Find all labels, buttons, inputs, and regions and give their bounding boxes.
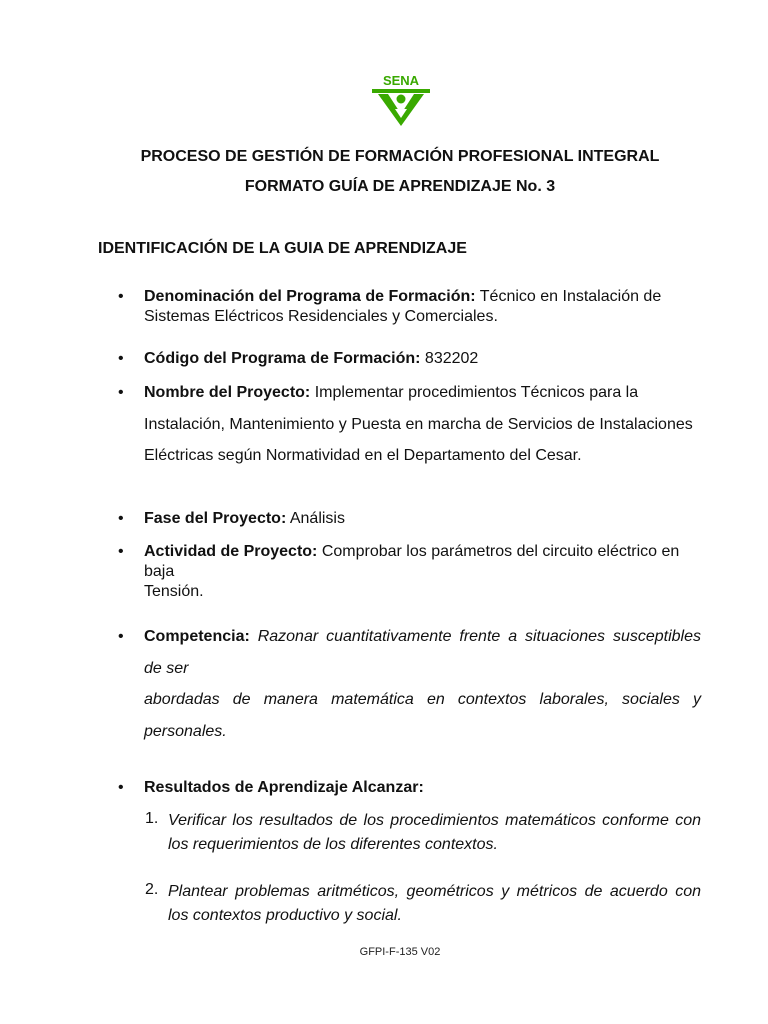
- bullet-icon: •: [118, 384, 124, 401]
- actividad-label: Actividad de Proyecto:: [144, 543, 318, 560]
- fase-label: Fase del Proyecto:: [144, 510, 287, 527]
- codigo-label: Código del Programa de Formación:: [144, 350, 421, 367]
- programa-value: Técnico en Instalación de Sistemas Eléctricos Residenciales y Comerciales.: [144, 288, 662, 325]
- actividad-value-line1: Comprobar los parámetros del circuito eléctrico en baja: [144, 543, 680, 580]
- bullet-icon: •: [118, 628, 124, 645]
- resultado-item-1: [98, 809, 701, 857]
- proyecto-label: Nombre del Proyecto:: [144, 384, 311, 401]
- document-subtitle: FORMATO GUÍA DE APRENDIZAJE No. 3: [244, 178, 556, 195]
- list-item-competencia: [98, 621, 701, 747]
- competencia-value-line1: Razonar cuantitativamente frente a situaciones susceptibles de ser: [144, 628, 701, 677]
- bullet-icon: •: [118, 288, 124, 305]
- fase-value: Análisis: [286, 510, 345, 527]
- list-item-proyecto: [98, 377, 701, 472]
- bullet-icon: •: [118, 779, 124, 796]
- programa-label: Denominación del Programa de Formación:: [144, 288, 476, 305]
- section-title: IDENTIFICACIÓN DE LA GUIA DE APRENDIZAJE: [98, 240, 467, 257]
- resultado-text: Plantear problemas aritméticos, geométricos y métricos de acuerdo con los contextos productivo y social.: [168, 883, 701, 924]
- logo-text: SENA: [382, 73, 420, 88]
- actividad-value-line2: Tensión.: [144, 583, 204, 600]
- resultado-item-2: [98, 880, 701, 928]
- footer-code: GFPI-F-135 V02: [359, 946, 441, 958]
- codigo-value: 832202: [420, 350, 479, 367]
- resultados-label: Resultados de Aprendizaje Alcanzar:: [144, 779, 424, 796]
- document-title: PROCESO DE GESTIÓN DE FORMACIÓN PROFESIONAL INTEGRAL: [140, 148, 660, 165]
- list-item-codigo: [98, 349, 701, 369]
- list-item-fase: [98, 509, 701, 529]
- bullet-icon: •: [118, 350, 124, 367]
- sena-logo-icon: [368, 70, 434, 126]
- bullet-icon: •: [118, 510, 124, 527]
- competencia-value-line2: abordadas de manera matemática en contextos laborales, sociales y personales.: [144, 691, 701, 740]
- competencia-label: Competencia:: [144, 628, 250, 645]
- proyecto-value: Implementar procedimientos Técnicos para la Instalación, Mantenimiento y Puesta en marcha de Servicios de Instalaciones Eléctricas según Normatividad en el Departamento del Cesar.: [144, 384, 693, 464]
- list-number: 2.: [145, 881, 159, 898]
- list-item-actividad: [98, 542, 701, 602]
- bullet-icon: •: [118, 543, 124, 560]
- list-item-resultados: [98, 778, 701, 798]
- resultado-text: Verificar los resultados de los procedimientos matemáticos conforme con los requerimientos de los diferentes contextos.: [168, 812, 701, 853]
- list-number: 1.: [145, 810, 159, 827]
- list-item-programa: [98, 287, 701, 327]
